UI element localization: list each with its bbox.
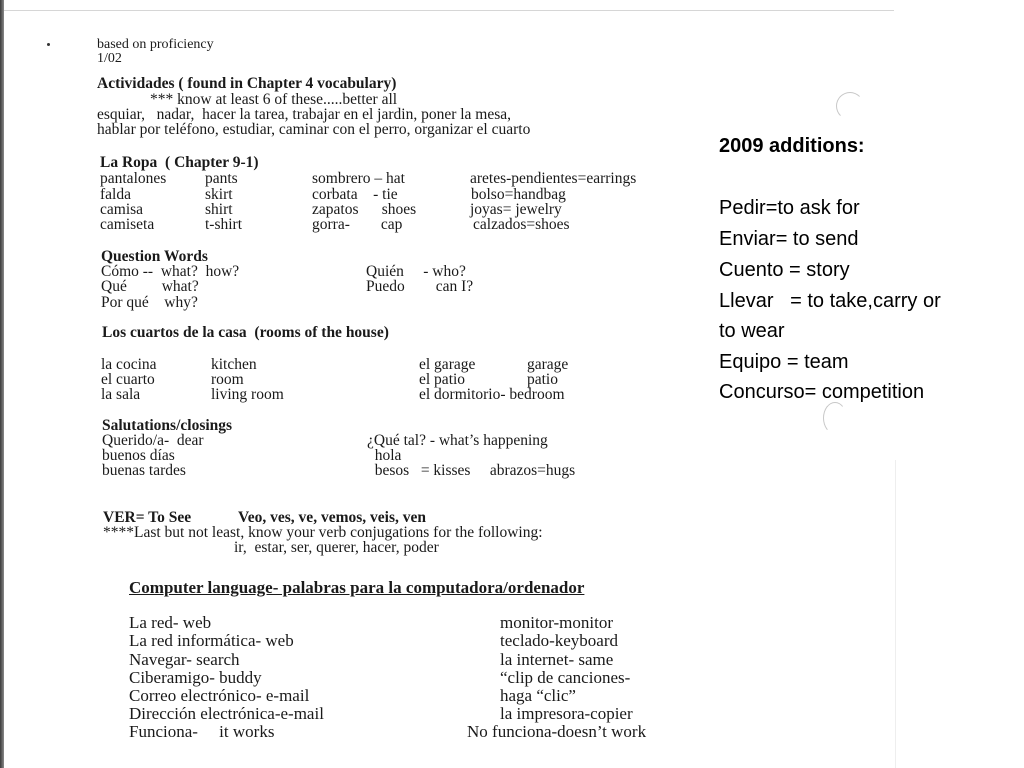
cuartos-cell: el patio — [419, 371, 466, 388]
addition-item: Cuento = story — [719, 259, 850, 281]
salutation-cell: besos = kisses abrazos=hugs — [367, 462, 576, 479]
salutations-title: Salutations/closings — [102, 417, 233, 434]
cuartos-cell: el dormitorio- bedroom — [419, 386, 565, 403]
salutation-cell: buenos días — [102, 447, 175, 464]
cuartos-cell: living room — [211, 386, 284, 403]
scan-edge-left — [0, 0, 4, 768]
ropa-cell: t-shirt — [205, 216, 243, 233]
computer-term: monitor-monitor — [500, 613, 613, 632]
addition-item: Equipo = team — [719, 351, 849, 373]
ver-title: VER= To See — [103, 509, 192, 526]
cuartos-cell: garage — [527, 356, 569, 373]
ropa-cell: camisa — [100, 201, 144, 218]
addition-item: Concurso= competition — [719, 381, 925, 403]
computer-term: haga “clic” — [500, 686, 576, 705]
cuartos-cell: room — [211, 371, 244, 388]
cuartos-cell: kitchen — [211, 356, 257, 373]
actividades-note: *** know at least 6 of these.....better all — [150, 91, 398, 108]
ropa-cell: zapatos shoes — [312, 201, 417, 218]
cuartos-cell: el cuarto — [101, 371, 155, 388]
cuartos-title: Los cuartos de la casa (rooms of the house) — [102, 324, 389, 341]
computer-term: Correo electrónico- e-mail — [129, 686, 310, 705]
cuartos-cell: el garage — [419, 356, 476, 373]
salutation-cell: ¿Qué tal? - what’s happening — [367, 432, 548, 449]
cuartos-cell: la sala — [101, 386, 141, 403]
computer-term: “clip de canciones- — [500, 668, 631, 687]
ropa-cell: falda — [100, 186, 131, 203]
proficiency-note: based on proficiency — [97, 37, 214, 52]
ropa-cell: calzados=shoes — [473, 216, 570, 233]
salutation-cell: buenas tardes — [102, 462, 186, 479]
ropa-cell: gorra- cap — [312, 216, 403, 233]
computer-term: Ciberamigo- buddy — [129, 668, 262, 687]
scan-edge-right — [895, 460, 896, 768]
ropa-cell: aretes-pendientes=earrings — [470, 170, 637, 187]
question-word-cell: Cómo -- what? how? — [101, 263, 240, 280]
computer-term: Funciona- it works — [129, 722, 275, 741]
addition-item: Llevar = to take,carry or — [719, 290, 941, 312]
date-label: 1/02 — [97, 51, 122, 66]
computer-term: La red- web — [129, 613, 212, 632]
additions-title: 2009 additions: — [719, 135, 865, 157]
scan-mark — [836, 92, 864, 120]
ropa-cell: shirt — [205, 201, 233, 218]
computer-term: La red informática- web — [129, 631, 294, 650]
ropa-cell: joyas= jewelry — [470, 201, 562, 218]
addition-item: Enviar= to send — [719, 228, 859, 250]
question-word-cell: Puedo can I? — [366, 278, 474, 295]
computer-title: Computer language- palabras para la computadora/ordenador — [129, 578, 585, 597]
ver-forms: Veo, ves, ve, vemos, veis, ven — [238, 509, 426, 526]
question-word-cell: Qué what? — [101, 278, 199, 295]
actividades-line: hablar por teléfono, estudiar, caminar con el perro, organizar el cuarto — [97, 121, 531, 138]
salutation-cell: Querido/a- dear — [102, 432, 204, 449]
actividades-line: esquiar, nadar, hacer la tarea, trabajar en el jardin, poner la mesa, — [97, 106, 512, 123]
computer-term: la impresora-copier — [500, 704, 633, 723]
question-word-cell: Por qué why? — [101, 294, 198, 311]
ropa-cell: pantalones — [100, 170, 167, 187]
cuartos-cell: la cocina — [101, 356, 157, 373]
bullet-icon — [47, 43, 50, 46]
computer-term: Navegar- search — [129, 650, 240, 669]
scan-edge-top — [4, 10, 894, 11]
ropa-cell: pants — [205, 170, 238, 187]
ropa-cell: camiseta — [100, 216, 155, 233]
ver-verbs: ir, estar, ser, querer, hacer, poder — [234, 539, 439, 556]
computer-term: Dirección electrónica-e-mail — [129, 704, 324, 723]
ropa-cell: corbata - tie — [312, 186, 398, 203]
computer-term: teclado-keyboard — [500, 631, 618, 650]
scan-mark — [823, 402, 847, 434]
computer-term: la internet- same — [500, 650, 614, 669]
computer-term: No funciona-doesn’t work — [467, 722, 647, 741]
actividades-title: Actividades ( found in Chapter 4 vocabulary) — [97, 75, 397, 92]
addition-item: to wear — [719, 320, 785, 342]
addition-item: Pedir=to ask for — [719, 197, 860, 219]
cuartos-cell: patio — [527, 371, 558, 388]
ropa-cell: sombrero – hat — [312, 170, 405, 187]
ver-note: ****Last but not least, know your verb conjugations for the following: — [103, 524, 543, 541]
ropa-title: La Ropa ( Chapter 9-1) — [100, 154, 259, 171]
ropa-cell: bolso=handbag — [471, 186, 566, 203]
question-words-title: Question Words — [101, 248, 208, 265]
ropa-cell: skirt — [205, 186, 233, 203]
salutation-cell: hola — [367, 447, 402, 464]
question-word-cell: Quién - who? — [366, 263, 466, 280]
